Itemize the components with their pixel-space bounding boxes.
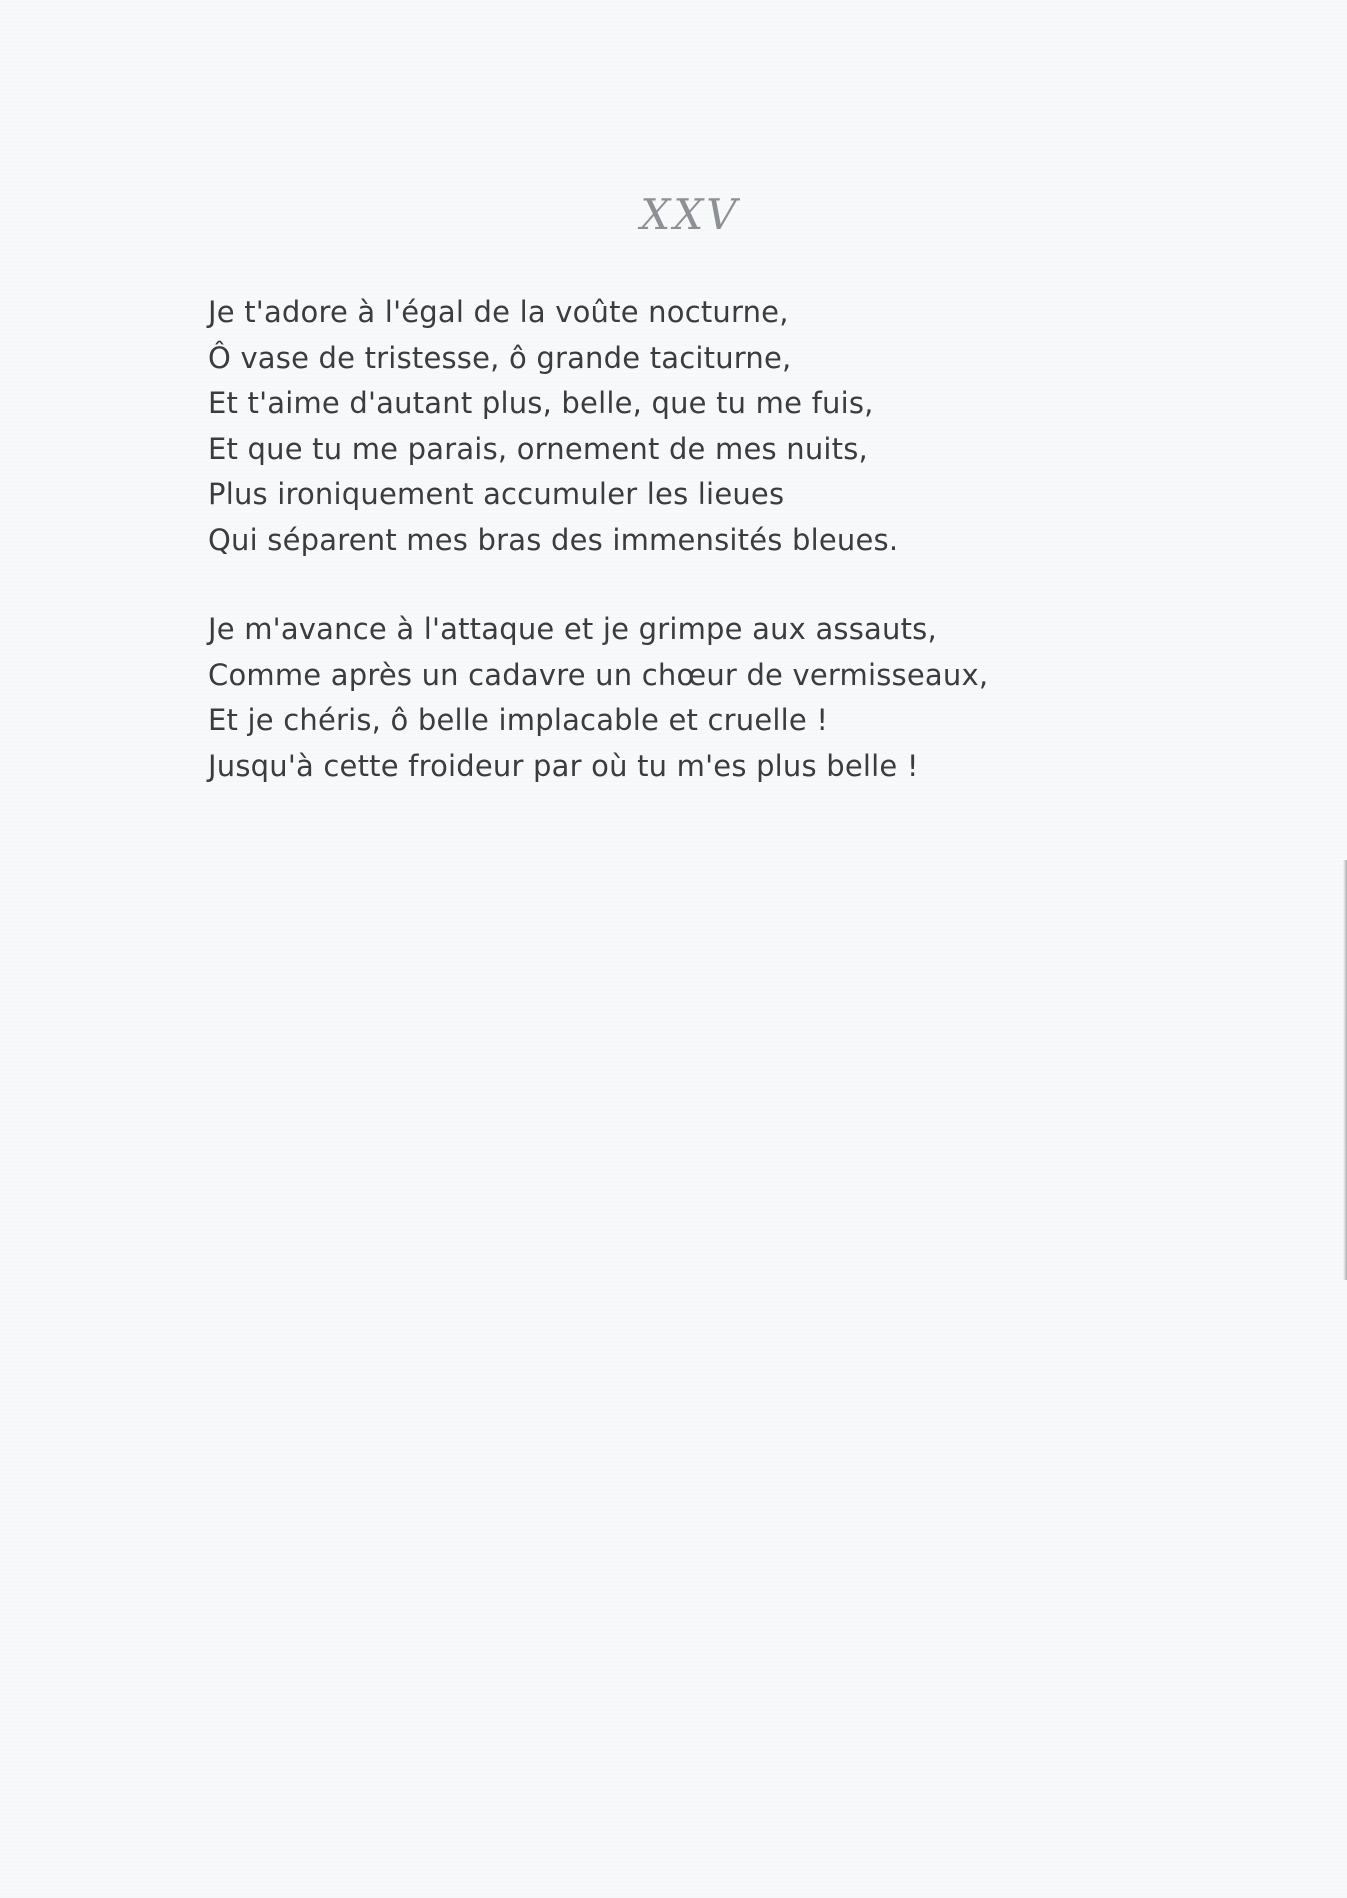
verse-line: Et je chéris, ô belle implacable et cruelle ! — [208, 703, 829, 737]
stanza-2 — [208, 607, 988, 789]
stanza-1 — [208, 290, 988, 563]
verse-line: Et t'aime d'autant plus, belle, que tu me fuis, — [208, 386, 874, 420]
poem-title: XXV — [640, 190, 740, 239]
verse-line: Je m'avance à l'attaque et je grimpe aux assauts, — [208, 612, 937, 646]
verse-line: Plus ironiquement accumuler les lieues — [208, 477, 785, 511]
poem-body — [208, 290, 988, 833]
verse-line: Jusqu'à cette froideur par où tu m'es plus belle ! — [208, 748, 919, 783]
verse-line: Qui séparent mes bras des immensités bleues. — [208, 522, 899, 557]
page-edge-shadow — [1343, 860, 1347, 1280]
verse-line: Et que tu me parais, ornement de mes nuits, — [208, 431, 868, 466]
verse-line: Ô vase de tristesse, ô grande taciturne, — [208, 340, 792, 375]
verse-line: Comme après un cadavre un chœur de vermisseaux, — [208, 657, 989, 692]
verse-line: Je t'adore à l'égal de la voûte nocturne, — [208, 295, 789, 329]
